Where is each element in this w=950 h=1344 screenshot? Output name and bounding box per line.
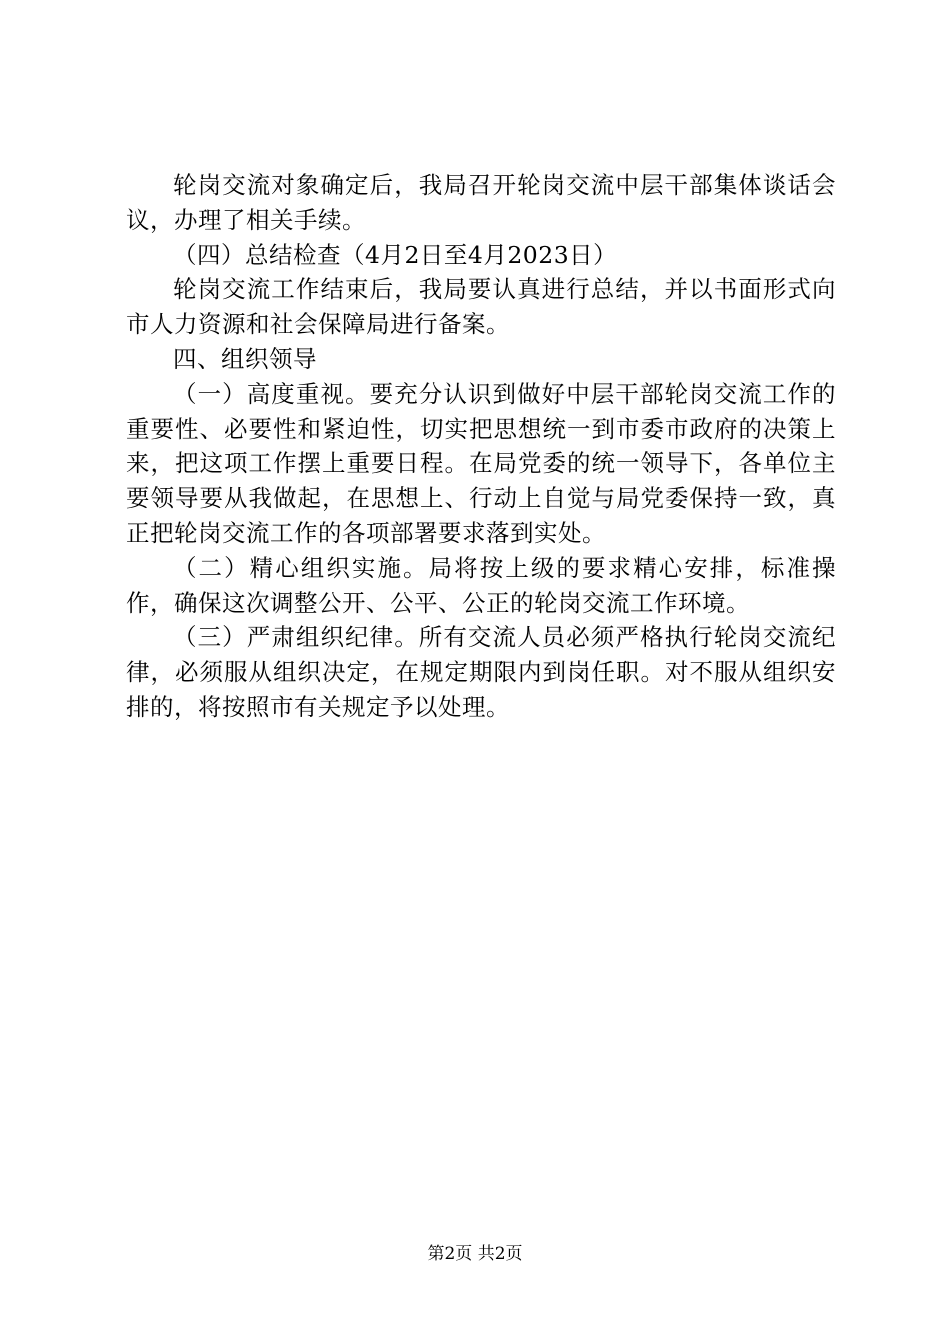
heading-summary-check: （四）总结检查（4月2日至4月2023日） — [173, 240, 618, 269]
paragraph-high-attention: （一）高度重视。要充分认识到做好中层干部轮岗交流工作的重要性、必要性和紧迫性，切实把思想统一到市委市政府的决策上来，把这项工作摆上重要日程。在局党委的统一领导下，各单位主要领导要从我做起，在思想上、行动上自觉与局党委保持一致，真正把轮岗交流工作的各项部署要求落到实处。 — [126, 379, 836, 547]
paragraph-strict-discipline: （三）严肃组织纪律。所有交流人员必须严格执行轮岗交流纪律，必须服从组织决定，在规定期限内到岗任职。对不服从组织安排的，将按照市有关规定予以处理。 — [126, 623, 836, 721]
document-body — [126, 168, 836, 725]
paragraph-summary-filing: 轮岗交流工作结束后，我局要认真进行总结，并以书面形式向市人力资源和社会保障局进行备案。 — [126, 275, 836, 339]
heading-organization-leadership: 四、组织领导 — [173, 344, 317, 373]
page-footer: 第2页 共2页 — [427, 1244, 523, 1264]
paragraph-interview-meeting: 轮岗交流对象确定后，我局召开轮岗交流中层干部集体谈话会议，办理了相关手续。 — [126, 171, 836, 234]
paragraph-careful-implementation: （二）精心组织实施。局将按上级的要求精心安排，标准操作，确保这次调整公开、公平、公正的轮岗交流工作环境。 — [126, 553, 836, 617]
